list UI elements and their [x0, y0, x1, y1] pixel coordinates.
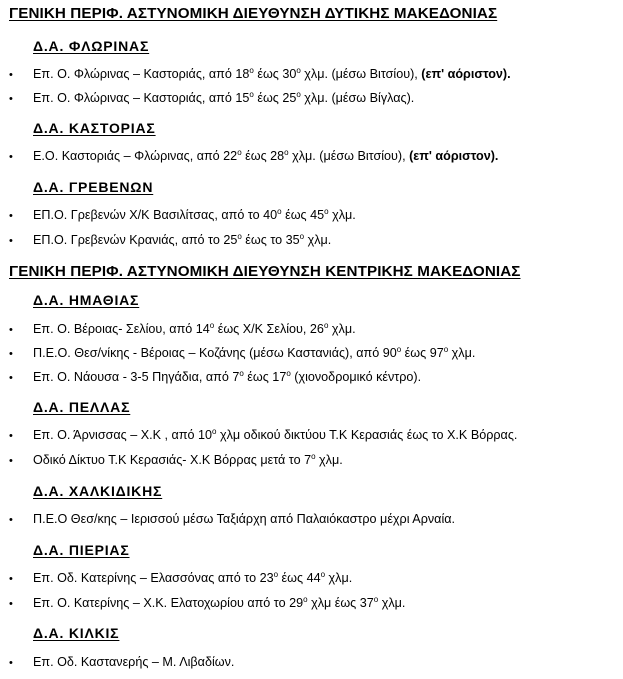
bullet: • — [9, 455, 13, 467]
list-item: • Επ. Ο. Φλώρινας – Καστοριάς, από $15^o$ έως $25^o$ χλμ. (μέσω Βίγλας). — [9, 90, 415, 105]
list-item: • Επ. Ο. Νάουσα - 3-5 Πηγάδια, από $7^o$ έως $17^o$ (χιονοδρομικό κέντρο). — [9, 369, 422, 384]
degree-sign: ο — [286, 369, 291, 378]
group-title: Δ.Α. ΗΜΑΘΙΑΣ — [33, 292, 140, 308]
list-item: • ΕΠ.Ο. Γρεβενών Κρανιάς, από το $25^o$ έως το $35^o$ χλμ. — [9, 232, 332, 247]
degree-sign: ο — [237, 148, 242, 157]
bullet: • — [9, 348, 13, 360]
degree-sign: ο — [237, 232, 242, 241]
bullet: • — [9, 69, 13, 81]
degree-sign: ο — [396, 345, 402, 354]
degree-sign: ο — [296, 66, 301, 75]
list-item: • Επ. Ο. Φλώρινας – Καστοριάς, από $18^o$ έως $30^o$ χλμ. (μέσω Βιτσίου), (επ' αόριστον). — [9, 66, 511, 81]
degree-sign: ο — [299, 232, 305, 241]
degree-sign: ο — [303, 595, 308, 604]
bullet: • — [9, 210, 13, 222]
degree-sign: ο — [249, 66, 254, 75]
list-item: • Π.Ε.Ο. Θεσ/νίκης - Βέροιας – Κοζάνης (μέσω Καστανιάς), από $90^o$ έως $97^o$ χλμ. — [9, 345, 476, 360]
degree-sign: ο — [324, 207, 329, 216]
group-title: Δ.Α. ΧΑΛΚΙΔΙΚΗΣ — [33, 483, 163, 499]
list-item: • Επ. Ο. Βέροιας- Σελίου, από $14^o$ έως Χ/Κ Σελίου, $26^o$ χλμ. — [9, 321, 356, 336]
degree-sign: ο — [296, 90, 301, 99]
bullet: • — [9, 151, 13, 163]
list-item: • Επ. Οδ. Καστανερής – Μ. Λιβαδίων. — [9, 655, 235, 669]
group-title: Δ.Α. ΦΛΩΡΙΝΑΣ — [33, 38, 150, 54]
degree-sign: ο — [323, 321, 329, 330]
section-title: ΓΕΝΙΚΗ ΠΕΡΙΦ. ΑΣΤΥΝΟΜΙΚΗ ΔΙΕΥΘΥΝΣΗ ΚΕΝΤΡΙΚΗΣ ΜΑΚΕΔΟΝΙΑΣ — [9, 263, 521, 280]
list-item: • Ε.Ο. Καστοριάς – Φλώρινας, από $22^o$ έως $28^o$ χλμ. (μέσω Βιτσίου), (επ' αόριστον). — [9, 148, 499, 163]
group-title: Δ.Α. ΠΙΕΡΙΑΣ — [33, 542, 130, 558]
degree-sign: ο — [311, 452, 316, 461]
bullet: • — [9, 430, 13, 442]
degree-sign: ο — [249, 90, 254, 99]
bullet: • — [9, 93, 13, 105]
group-title: Δ.Α. ΓΡΕΒΕΝΩΝ — [33, 179, 154, 195]
bullet: • — [9, 235, 13, 247]
bullet: • — [9, 573, 13, 585]
bullet: • — [9, 514, 13, 526]
degree-sign: ο — [273, 570, 279, 579]
group-title: Δ.Α. ΚΙΛΚΙΣ — [33, 625, 120, 641]
list-item: • Επ. Οδ. Κατερίνης – Ελασσόνας από το $23^o$ έως $44^o$ χλμ. — [9, 570, 353, 585]
degree-sign: ο — [373, 595, 379, 604]
list-item: • Οδικό Δίκτυο Τ.Κ Κερασιάς- Χ.Κ Βόρρας μετά το $7^o$ χλμ. — [9, 452, 343, 467]
degree-sign: ο — [320, 570, 326, 579]
bullet: • — [9, 372, 13, 384]
degree-sign: ο — [284, 148, 289, 157]
degree-sign: ο — [277, 207, 282, 216]
list-item: • Π.Ε.Ο Θεσ/κης – Ιερισσού μέσω Ταξιάρχη από Παλαιόκαστρο μέχρι Αρναία. — [9, 512, 456, 526]
group-title: Δ.Α. ΠΕΛΛΑΣ — [33, 399, 131, 415]
list-item: • ΕΠ.Ο. Γρεβενών Χ/Κ Βασιλίτσας, από το $40^o$ έως $45^o$ χλμ. — [9, 207, 356, 222]
section-title: ΓΕΝΙΚΗ ΠΕΡΙΦ. ΑΣΤΥΝΟΜΙΚΗ ΔΙΕΥΘΥΝΣΗ ΔΥΤΙΚΗΣ ΜΑΚΕΔΟΝΙΑΣ — [9, 5, 498, 22]
list-item: • Επ. Ο. Κατερίνης – Χ.Κ. Ελατοχωρίου από το $29^o$ χλμ έως $37^o$ χλμ. — [9, 595, 406, 610]
bullet: • — [9, 324, 13, 336]
degree-sign: ο — [443, 345, 449, 354]
degree-sign: ο — [209, 321, 215, 330]
degree-sign: ο — [239, 369, 244, 378]
bullet: • — [9, 598, 13, 610]
bullet: • — [9, 657, 13, 669]
list-item: • Επ. Ο. Άρνισσας – Χ.Κ , από $10^o$ χλμ οδικού δικτύου Τ.Κ Κερασιάς έως το Χ.Κ Βόρρας. — [9, 427, 518, 442]
degree-sign: ο — [212, 427, 217, 436]
group-title: Δ.Α. ΚΑΣΤΟΡΙΑΣ — [33, 120, 156, 136]
